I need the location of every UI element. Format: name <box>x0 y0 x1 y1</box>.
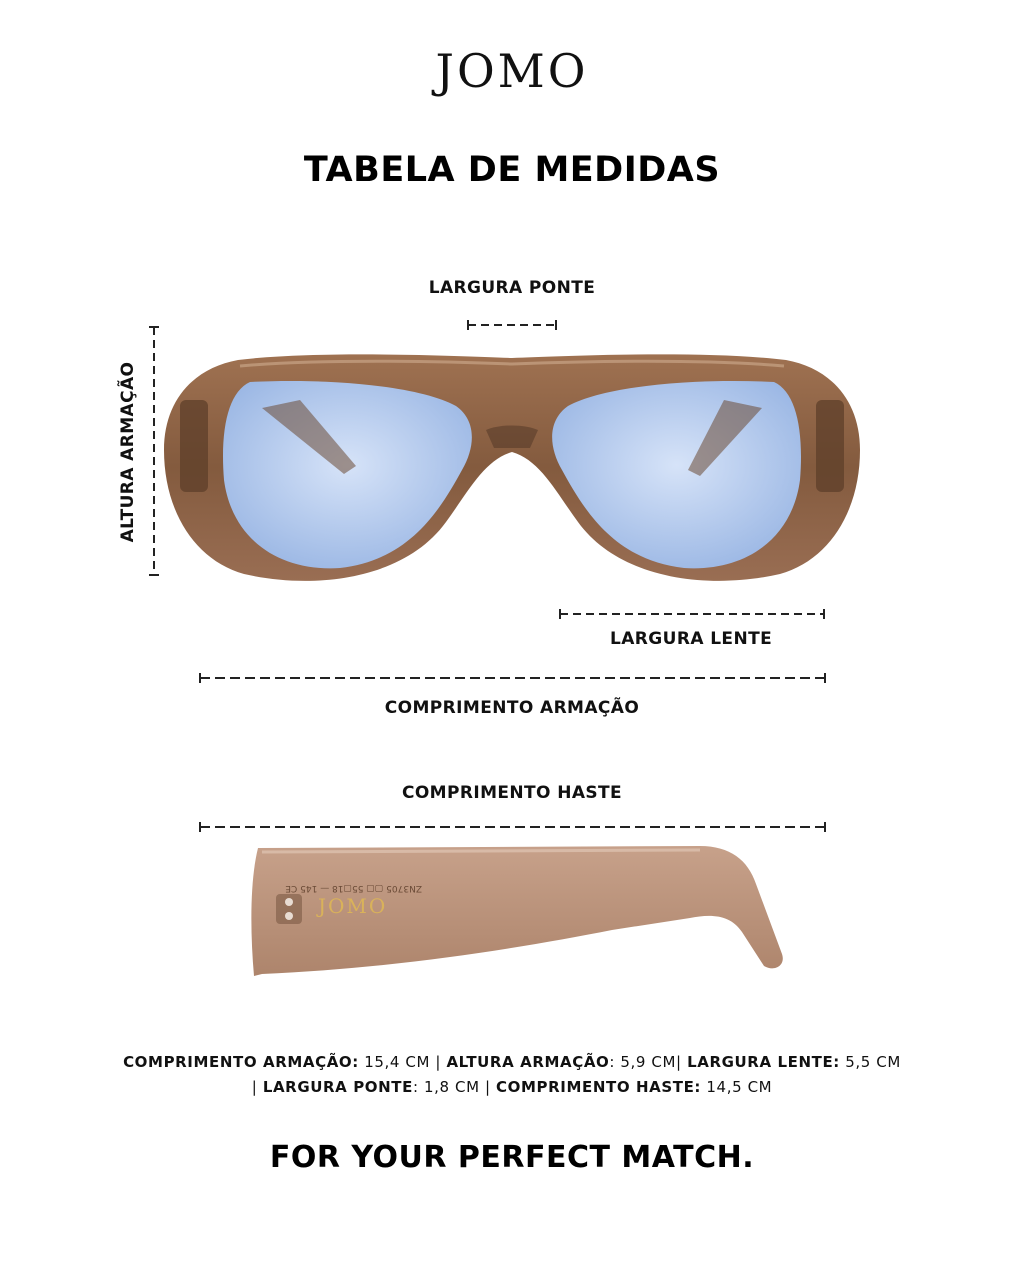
brand-logo: JOMO <box>435 44 589 98</box>
label-comprimento-haste: COMPRIMENTO HASTE <box>401 783 623 803</box>
temple-logo: JOMO <box>318 894 388 918</box>
label-altura-armacao: ALTURA ARMAÇÃO <box>118 361 138 543</box>
label-largura-ponte: LARGURA PONTE <box>428 278 596 298</box>
left-lens <box>223 381 472 568</box>
dim-line-comprimento-haste <box>200 822 825 832</box>
label-largura-lente: LARGURA LENTE <box>610 629 773 649</box>
dim-line-comprimento-armacao <box>200 673 825 683</box>
dim-line-altura-armacao <box>149 327 159 575</box>
temple-arm-image <box>251 846 782 976</box>
dim-line-largura-lente <box>560 609 824 619</box>
right-lens <box>552 381 801 568</box>
tagline: FOR YOUR PERFECT MATCH. <box>269 1140 755 1175</box>
label-comprimento-armacao: COMPRIMENTO ARMAÇÃO <box>384 698 640 718</box>
page-title: TABELA DE MEDIDAS <box>303 150 721 190</box>
specs-summary <box>60 1050 964 1100</box>
dim-line-largura-ponte <box>468 320 556 330</box>
specs-line-1: COMPRIMENTO ARMAÇÃO: 15,4 CM | ALTURA ARMAÇÃO: 5,9 CM| LARGURA LENTE: 5,5 CM <box>123 1053 901 1071</box>
sunglasses-front-image <box>164 354 860 580</box>
temple-model-text: ZN3705 ▢▢ 55▢18 — 145 CE <box>285 883 422 893</box>
specs-line-2: | LARGURA PONTE: 1,8 CM | COMPRIMENTO HASTE: 14,5 CM <box>251 1078 773 1096</box>
